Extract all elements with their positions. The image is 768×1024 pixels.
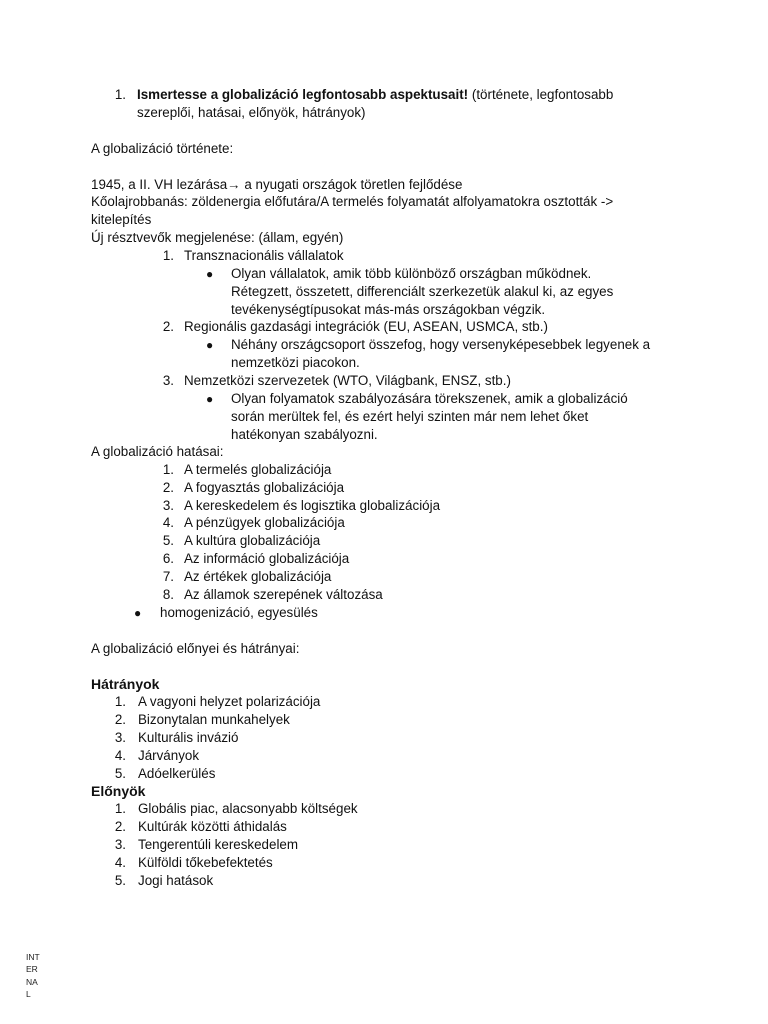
list-number: 1. xyxy=(114,801,126,816)
list-number: 1. xyxy=(162,462,174,477)
history-line-oil: Kőolajrobbanás: zöldenergia előfutára/A termelés folyamatát alfolyamatokra osztották -> xyxy=(91,194,614,209)
list-number: 3. xyxy=(162,498,174,513)
cons-item: Kulturális invázió xyxy=(138,730,239,745)
bullet-icon: ● xyxy=(206,267,214,281)
history-line-participants: Új résztvevők megjelenése: (állam, egyén) xyxy=(91,230,344,245)
cons-item: Bizonytalan munkahelyek xyxy=(138,712,290,727)
list-item-international: Nemzetközi szervezetek (WTO, Világbank, ENSZ, stb.) xyxy=(184,373,511,388)
classification-label xyxy=(26,951,40,1000)
arrow-right-icon: → xyxy=(227,177,241,192)
history-line-1945-b: a nyugati országok töretlen fejlődése xyxy=(240,177,463,192)
list-number: 8. xyxy=(162,587,174,602)
cons-item: Adóelkerülés xyxy=(138,766,216,781)
bullet-text: Olyan vállalatok, amik több különböző országban működnek. xyxy=(231,266,592,281)
bullet-text: nemzetközi piacokon. xyxy=(231,355,360,370)
bullet-icon: ● xyxy=(206,392,214,406)
list-number: 1. xyxy=(114,694,126,709)
bullet-text: Rétegzett, összetett, differenciált szerkezetük alakul ki, az egyes xyxy=(231,284,614,299)
cons-item: Járványok xyxy=(138,748,200,763)
question-title xyxy=(137,86,613,104)
list-number: 4. xyxy=(114,748,126,763)
history-line-1945-a: 1945, a II. VH lezárása xyxy=(91,177,228,192)
bullet-text: hatékonyan szabályozni. xyxy=(231,427,378,442)
list-number: 7. xyxy=(162,569,174,584)
list-number: 2. xyxy=(114,819,126,834)
list-item: A kereskedelem és logisztika globalizációja xyxy=(184,498,441,513)
list-number: 6. xyxy=(162,551,174,566)
pros-item: Külföldi tőkebefektetés xyxy=(138,855,273,870)
bullet-text: tevékenységtípusokat más-más országokban végzik. xyxy=(231,302,546,317)
history-heading: A globalizáció története: xyxy=(91,141,234,156)
list-number: 5. xyxy=(114,873,126,888)
classification-line: ER xyxy=(26,964,38,975)
list-item: Az államok szerepének változása xyxy=(184,587,383,602)
cons-item: A vagyoni helyzet polarizációja xyxy=(138,694,321,709)
list-number: 4. xyxy=(114,855,126,870)
list-item-regional: Regionális gazdasági integrációk (EU, ASEAN, USMCA, stb.) xyxy=(184,319,548,334)
question-number: 1. xyxy=(114,87,126,102)
list-item: Az értékek globalizációja xyxy=(184,569,332,584)
list-number: 1. xyxy=(162,248,174,263)
list-item: A pénzügyek globalizációja xyxy=(184,515,345,530)
history-line-1945 xyxy=(91,176,462,194)
bullet-text: során merültek fel, és ezért helyi szinten már nem lehet őket xyxy=(231,409,589,424)
list-number: 5. xyxy=(114,766,126,781)
list-number: 3. xyxy=(162,373,174,388)
list-number: 5. xyxy=(162,533,174,548)
bullet-text: Néhány országcsoport összefog, hogy versenyképesebbek legyenek a xyxy=(231,337,651,352)
list-item: A fogyasztás globalizációja xyxy=(184,480,345,495)
question-title-line2: szereplői, hatásai, előnyök, hátrányok) xyxy=(137,105,366,120)
question-title-bold: Ismertesse a globalizáció legfontosabb aspektusait! xyxy=(137,87,469,102)
proscons-heading: A globalizáció előnyei és hátrányai: xyxy=(91,641,300,656)
bullet-text: Olyan folyamatok szabályozására törekszenek, amik a globalizáció xyxy=(231,391,628,406)
list-number: 2. xyxy=(162,480,174,495)
effects-bullet: homogenizáció, egyesülés xyxy=(160,605,318,620)
classification-line: L xyxy=(26,988,31,999)
classification-line: INT xyxy=(26,952,40,962)
bullet-icon: ● xyxy=(134,606,142,620)
list-number: 2. xyxy=(162,319,174,334)
pros-heading: Előnyök xyxy=(91,783,146,799)
cons-heading: Hátrányok xyxy=(91,676,160,692)
history-line-relocation: kitelepítés xyxy=(91,212,152,227)
pros-item: Jogi hatások xyxy=(138,873,214,888)
classification-line: NA xyxy=(26,976,38,987)
list-item: A termelés globalizációja xyxy=(184,462,332,477)
pros-item: Globális piac, alacsonyabb költségek xyxy=(138,801,358,816)
effects-heading: A globalizáció hatásai: xyxy=(91,444,224,459)
list-number: 3. xyxy=(114,837,126,852)
pros-item: Kultúrák közötti áthidalás xyxy=(138,819,287,834)
list-number: 3. xyxy=(114,730,126,745)
list-number: 4. xyxy=(162,515,174,530)
bullet-icon: ● xyxy=(206,338,214,352)
question-title-rest: (története, legfontosabb xyxy=(468,87,614,102)
list-item: A kultúra globalizációja xyxy=(184,533,321,548)
list-item-tnc: Transznacionális vállalatok xyxy=(184,248,344,263)
pros-item: Tengerentúli kereskedelem xyxy=(138,837,299,852)
list-item: Az információ globalizációja xyxy=(184,551,350,566)
list-number: 2. xyxy=(114,712,126,727)
